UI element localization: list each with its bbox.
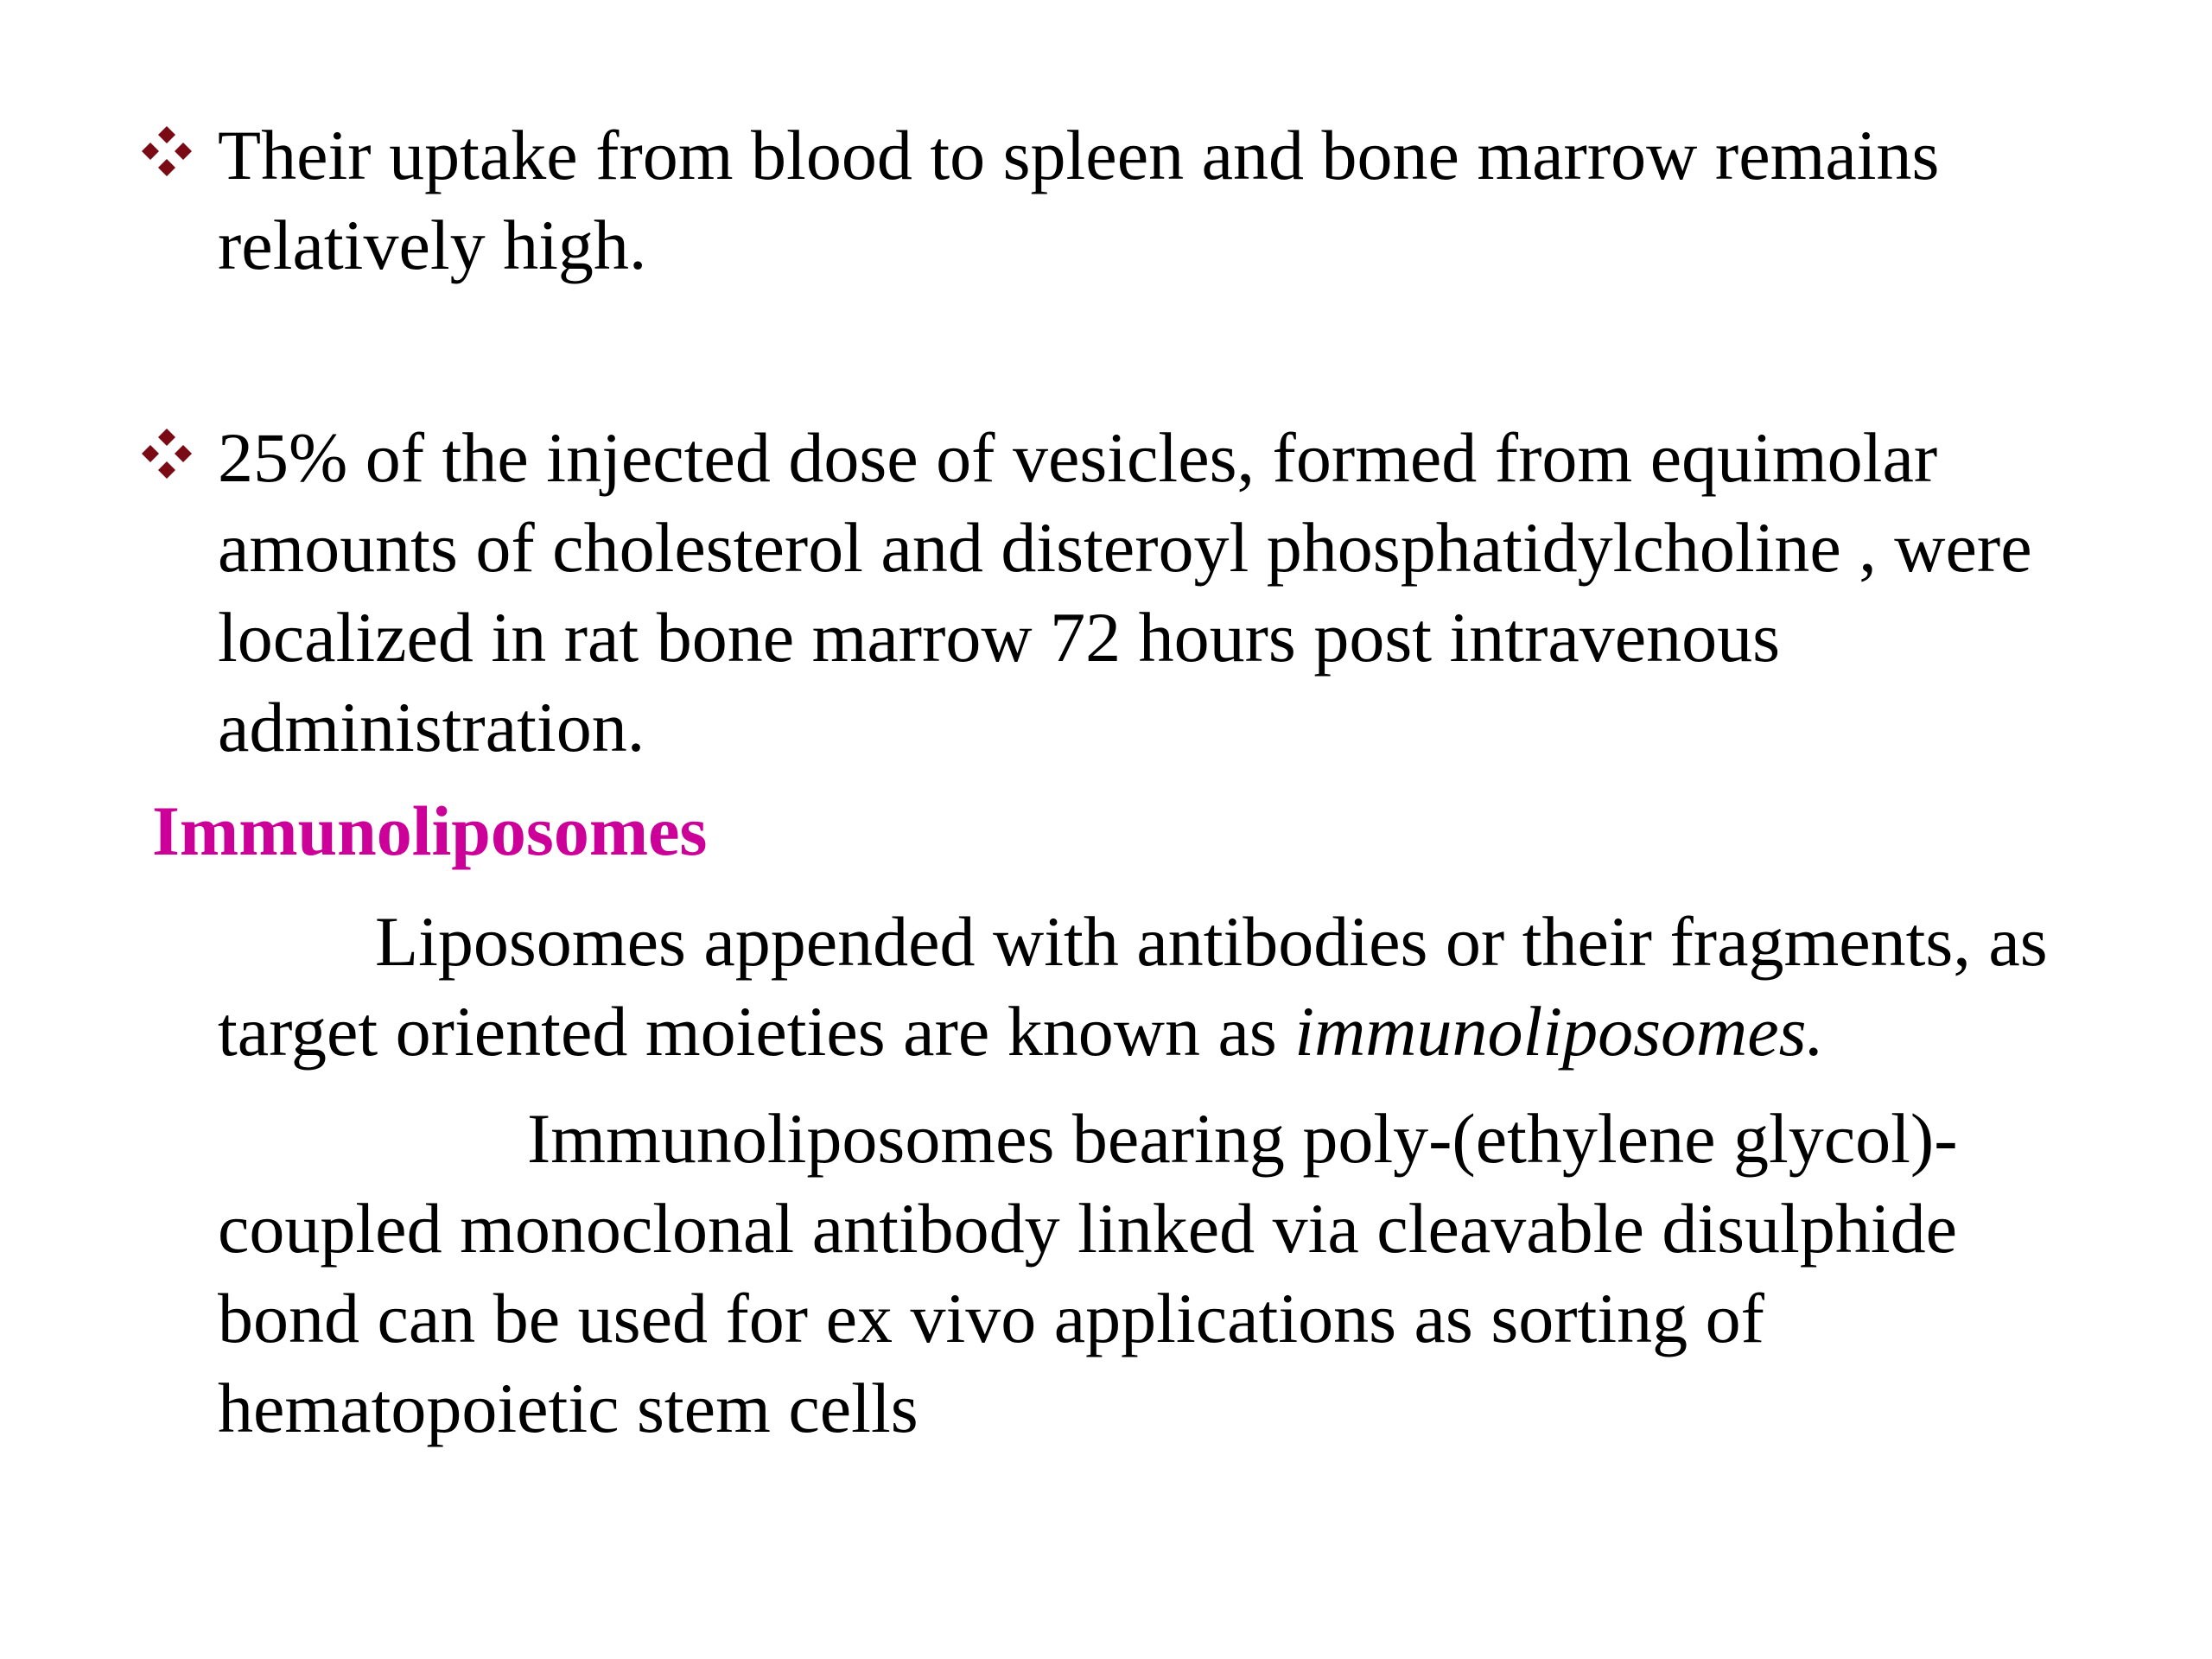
four-diamond-bullet-icon [138,425,195,482]
paragraph-text: Liposomes appended with antibodies or their fragments, as target oriented moieties are known as [218,902,2048,1071]
four-diamond-bullet-icon [138,123,195,180]
italic-term: immunoliposomes. [1294,992,1825,1071]
bullet-text: 25% of the injected dose of vesicles, formed from equimolar amounts of cholesterol and disteroyl phosphatidylcholine , were localized in rat bone marrow 72 hours post intravenous administration. [218,418,2032,766]
paragraph-text: Immunoliposomes bearing poly-(ethylene glycol)-coupled monoclonal antibody linked via cleavable disulphide bond can be used for ex vivo applications as sorting of hematopoietic stem cells [218,1099,1958,1447]
bullet-item [138,111,2074,290]
bullet-item [138,413,2074,772]
paragraph-immunoliposomes-application [218,1094,2075,1453]
bullet-text: Their uptake from blood to spleen and bone marrow remains relatively high. [218,116,1940,284]
paragraph-immunoliposomes-definition [218,897,2075,1077]
section-heading: Immunoliposomes [152,791,708,870]
